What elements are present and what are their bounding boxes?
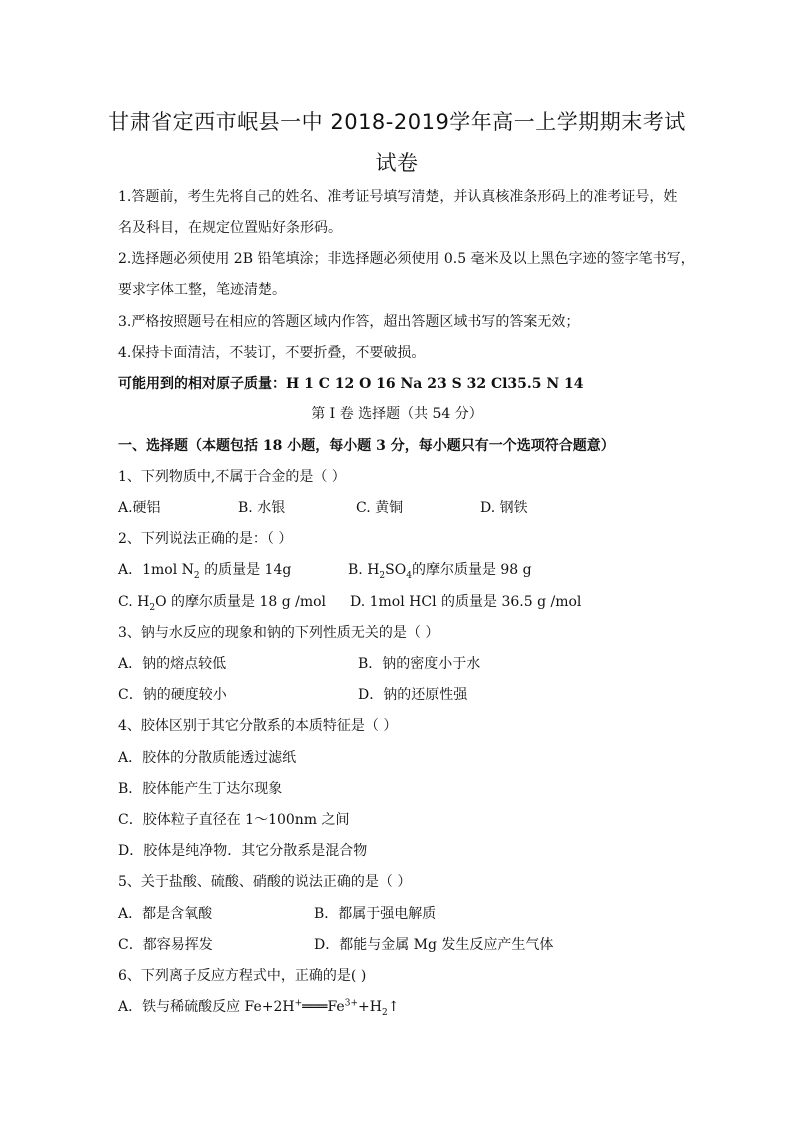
question-stem: 4、胶体区别于其它分散系的本质特征是（ ） [118, 718, 398, 734]
option-c: C. 黄铜 [356, 500, 404, 516]
option-a: A．钠的熔点较低 [118, 656, 227, 672]
title-line-2: 试卷 [375, 151, 419, 175]
instruction-line: 要求字体工整，笔迹清楚。 [118, 282, 286, 298]
option-b: B．胶体能产生丁达尔现象 [118, 781, 283, 797]
question-stem: 6、下列离子反应方程式中，正确的是( ) [118, 968, 367, 984]
option-d: D. 1mol HCl 的质量是 36.5 g /mol [350, 594, 582, 610]
instruction-line: 3.严格按照题号在相应的答题区域内作答，超出答题区域书写的答案无效； [118, 314, 580, 330]
option-a: A.硬铝 [118, 500, 161, 516]
option-a: A．都是含氧酸 [118, 906, 213, 922]
option-b: B. $H_2SO_4$的摩尔质量是 98 g [348, 562, 532, 581]
option-a: A．胶体的分散质能透过滤纸 [118, 750, 297, 766]
question-stem: 3、钠与水反应的现象和钠的下列性质无关的是（ ） [118, 625, 440, 641]
instruction-line: 名及科目，在规定位置贴好条形码。 [118, 220, 342, 236]
option-c: C. $H_2O$ 的摩尔质量是 18 g /mol [118, 594, 327, 613]
instruction-line: 1.答题前，考生先将自己的姓名、准考证号填写清楚，并认真核准条形码上的准考证号，姓 [118, 189, 678, 205]
option-b: B. 水银 [238, 500, 286, 516]
option-a: A．铁与稀硫酸反应 $Fe+2H^+═══Fe^{3+}+H_2↑$ [118, 998, 400, 1018]
option-c: C．胶体粒子直径在 1～100nm 之间 [118, 812, 350, 828]
option-d: D. 钢铁 [480, 500, 528, 516]
option-d: D．都能与金属 Mg 发生反应产生气体 [314, 937, 554, 953]
part-heading: 一、选择题（本题包括 18 小题，每小题 3 分，每小题只有一个选项符合题意） [118, 438, 615, 454]
option-d: D．钠的还原性强 [358, 687, 468, 703]
option-c: C．都容易挥发 [118, 937, 213, 953]
option-b: B．钠的密度小于水 [358, 656, 481, 672]
option-c: C．钠的硬度较小 [118, 687, 227, 703]
atomic-mass-line: 可能用到的相对原子质量：H 1 C 12 O 16 Na 23 S 32 Cl35.5 N 14 [118, 376, 584, 392]
title-line-1: 甘肃省定西市岷县一中 2018-2019学年高一上学期期末考试 [108, 110, 686, 134]
section-heading: 第 Ⅰ 卷 选择题（共 54 分） [311, 406, 483, 422]
instruction-line: 4.保持卡面清洁，不装订，不要折叠，不要破损。 [118, 345, 426, 361]
question-stem: 5、关于盐酸、硫酸、硝酸的说法正确的是（ ） [118, 874, 412, 890]
instruction-line: 2.选择题必须使用 2B 铅笔填涂；非选择题必须使用 0.5 毫米及以上黑色字迹的签字笔书写， [118, 251, 695, 267]
option-d: D．胶体是纯净物．其它分散系是混合物 [118, 843, 368, 859]
question-stem: 1、下列物质中,不属于合金的是（ ） [118, 469, 346, 485]
question-stem: 2、下列说法正确的是：（ ） [118, 531, 293, 547]
option-b: B．都属于强电解质 [314, 906, 437, 922]
option-a: A．1mol $N_2$ 的质量是 14g [118, 562, 292, 581]
